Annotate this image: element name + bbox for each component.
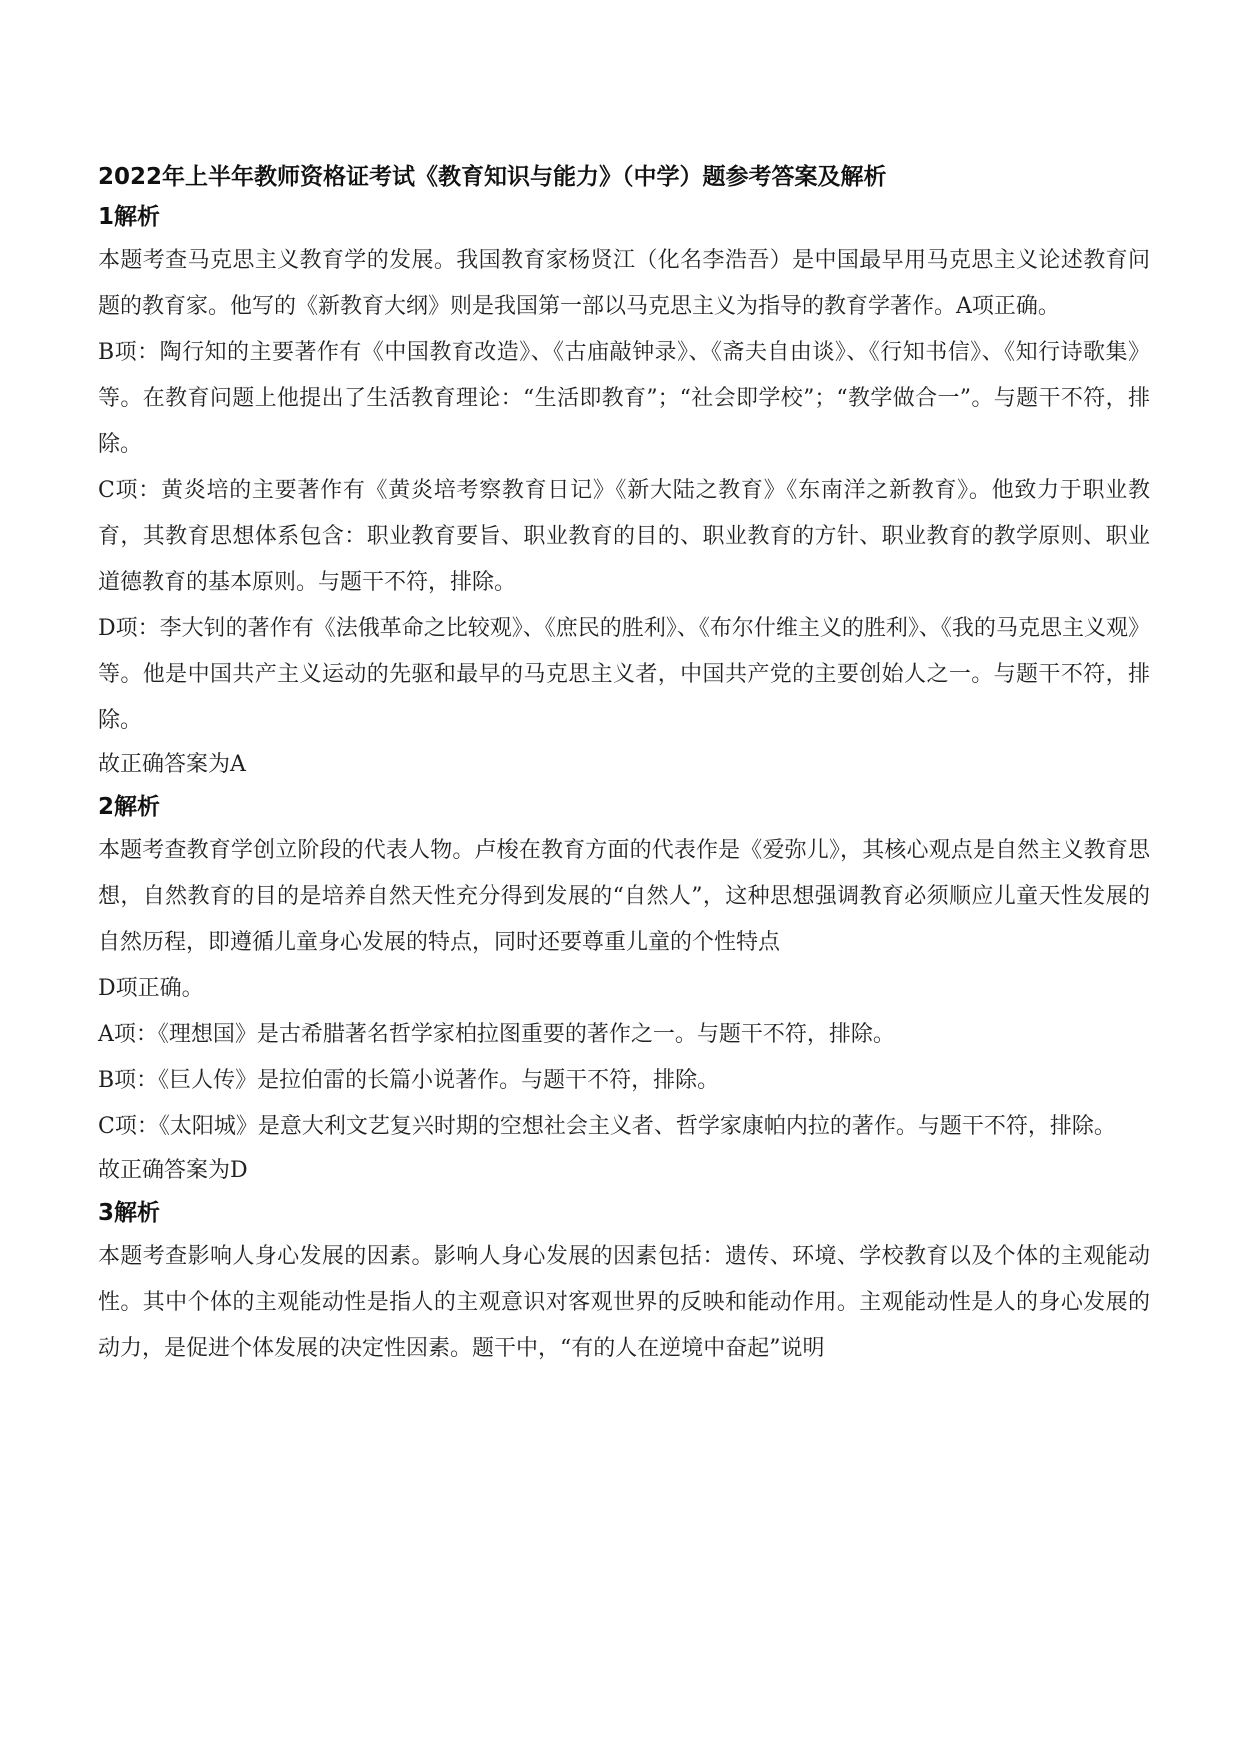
analysis-section-1: [98, 200, 1150, 786]
paragraph: D项正确。: [98, 976, 204, 1001]
answer-line: 故正确答案为D: [98, 1158, 248, 1183]
answer-line: 故正确答案为A: [98, 752, 246, 777]
section-heading: 2解析: [98, 794, 161, 820]
paragraph: A项：《理想国》是古希腊著名哲学家柏拉图重要的著作之一。与题干不符，排除。: [98, 1022, 895, 1047]
section-heading: 1解析: [98, 204, 161, 230]
section-heading: 3解析: [98, 1200, 161, 1226]
paragraph: D项：李大钊的著作有《法俄革命之比较观》、《庶民的胜利》、《布尔什维主义的胜利》、《我的马克思主义观》等。他是中国共产主义运动的先驱和最早的马克思主义者，中国共产党的主要创始人之一。与题干不符，排除。: [98, 616, 1150, 733]
document-body: [98, 160, 1150, 1372]
paragraph: 本题考查教育学创立阶段的代表人物。卢梭在教育方面的代表作是《爱弥儿》，其核心观点是自然主义教育思想，自然教育的目的是培养自然天性充分得到发展的“自然人”，这种思想强调教育必须顺应儿童天性发展的自然历程，即遵循儿童身心发展的特点，同时还要尊重儿童的个性特点: [98, 838, 1150, 955]
analysis-section-3: [98, 1196, 1150, 1372]
paragraph: C项：黄炎培的主要著作有《黄炎培考察教育日记》《新大陆之教育》《东南洋之新教育》。他致力于职业教育，其教育思想体系包含：职业教育要旨、职业教育的目的、职业教育的方针、职业教育的教学原则、职业道德教育的基本原则。与题干不符，排除。: [98, 478, 1150, 595]
paragraph: B项：陶行知的主要著作有《中国教育改造》、《古庙敲钟录》、《斋夫自由谈》、《行知书信》、《知行诗歌集》等。在教育问题上他提出了生活教育理论：“生活即教育”；“社会即学校”；“教学做合一”。与题干不符，排除。: [98, 340, 1150, 457]
analysis-section-2: [98, 790, 1150, 1192]
paragraph: B项：《巨人传》是拉伯雷的长篇小说著作。与题干不符，排除。: [98, 1068, 720, 1093]
paragraph: C项：《太阳城》是意大利文艺复兴时期的空想社会主义者、哲学家康帕内拉的著作。与题干不符，排除。: [98, 1114, 1116, 1139]
document-title: 2022年上半年教师资格证考试《教育知识与能力》（中学）题参考答案及解析: [98, 164, 887, 190]
paragraph: 本题考查影响人身心发展的因素。影响人身心发展的因素包括：遗传、环境、学校教育以及个体的主观能动性。其中个体的主观能动性是指人的主观意识对客观世界的反映和能动作用。主观能动性是人的身心发展的动力，是促进个体发展的决定性因素。题干中，“有的人在逆境中奋起”说明: [98, 1244, 1150, 1361]
paragraph: 本题考查马克思主义教育学的发展。我国教育家杨贤江（化名李浩吾）是中国最早用马克思主义论述教育问题的教育家。他写的《新教育大纲》则是我国第一部以马克思主义为指导的教育学著作。A项正确。: [98, 248, 1150, 319]
